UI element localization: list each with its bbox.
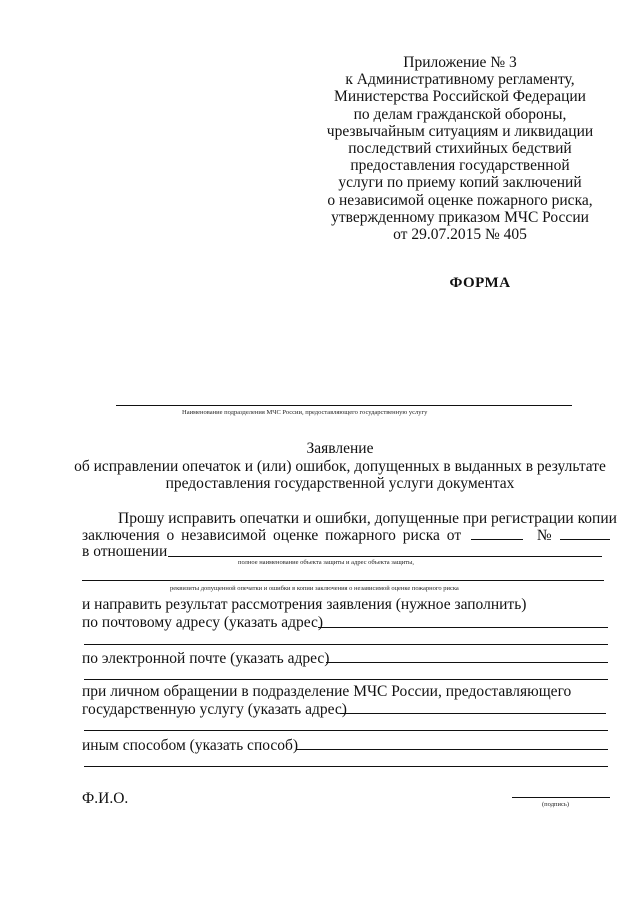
request-line-2-text: заключения о независимой оценке пожарного риска от: [82, 527, 462, 544]
title-line: об исправлении опечаток и (или) ошибок, допущенных в выданных в результате: [74, 457, 606, 475]
header-line: услуги по приему копий заключений: [338, 174, 582, 192]
date-field[interactable]: [471, 527, 523, 540]
other-label: иным способом (указать способ): [82, 737, 299, 754]
email-label: по электронной почте (указать адрес): [82, 650, 330, 667]
request-line-1: Прошу исправить опечатки и ошибки, допущенные при регистрации копии: [118, 510, 617, 527]
post-field-line[interactable]: [318, 627, 608, 628]
department-field-line[interactable]: [116, 405, 572, 406]
details-field-line[interactable]: [82, 580, 604, 581]
details-caption: реквизиты допущенной опечатки и ошибки в копии заключения о независимой оценке пожарного риска: [170, 585, 459, 592]
form-label: ФОРМА: [449, 275, 511, 291]
other-field-line[interactable]: [296, 749, 608, 750]
object-field-line[interactable]: [168, 556, 602, 557]
personal-line-2: государственную услугу (указать адрес): [82, 701, 347, 718]
personal-line-1: при личном обращении в подразделение МЧС России, предоставляющего: [82, 683, 572, 700]
header-line: от 29.07.2015 № 405: [393, 226, 527, 244]
regarding-label: в отношении: [82, 543, 168, 560]
header-line: чрезвычайным ситуациям и ликвидации: [326, 122, 594, 140]
email-field-line-2[interactable]: [84, 679, 608, 680]
other-field-line-2[interactable]: [84, 766, 608, 767]
fio-label: Ф.И.О.: [82, 790, 129, 807]
header-line: о независимой оценке пожарного риска,: [327, 191, 593, 209]
appendix-header: [300, 54, 620, 243]
number-sign: №: [536, 527, 552, 544]
header-line: утвержденному приказом МЧС России: [331, 208, 589, 226]
header-line: по делам гражданской обороны,: [353, 105, 567, 123]
number-field[interactable]: [560, 527, 610, 540]
request-line-2: [82, 527, 610, 544]
header-line: к Административному регламенту,: [345, 71, 575, 89]
header-line: Приложение № 3: [403, 54, 517, 71]
application-title: [60, 440, 620, 493]
header-line: Министерства Российской Федерации: [334, 88, 586, 106]
post-label: по почтовому адресу (указать адрес): [82, 614, 324, 631]
personal-field-line[interactable]: [340, 713, 606, 714]
header-line: последствий стихийных бедствий: [348, 140, 572, 158]
header-line: предоставления государственной: [350, 157, 570, 175]
title-line: Заявление: [306, 440, 374, 457]
post-field-line-2[interactable]: [84, 644, 608, 645]
department-caption: Наименование подразделения МЧС России, предоставляющего государственную услугу: [182, 409, 428, 416]
object-caption: полное наименование объекта защиты и адрес объекта защиты,: [238, 559, 415, 566]
title-line: предоставления государственной услуги документах: [165, 475, 515, 492]
result-intro: и направить результат рассмотрения заявления (нужное заполнить): [82, 596, 527, 613]
signature-line[interactable]: [512, 797, 610, 798]
signature-caption: (подпись): [542, 801, 569, 808]
personal-field-line-2[interactable]: [84, 730, 608, 731]
email-field-line[interactable]: [326, 662, 608, 663]
